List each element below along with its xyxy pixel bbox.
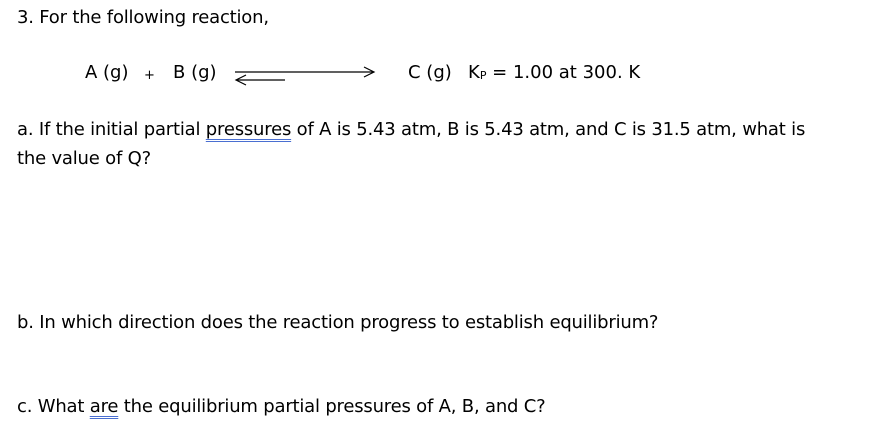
equilibrium-arrows-icon <box>233 64 379 88</box>
part-a-question-line-2: the value of Q? <box>17 148 151 169</box>
kp-subscript: P <box>479 69 487 82</box>
part-b-question: b. In which direction does the reaction progress to establish equilibrium? <box>17 312 659 333</box>
part-c-text-pre: c. What <box>17 396 90 417</box>
reactant-a: A (g) <box>85 62 129 83</box>
part-a-question-line-1 <box>17 119 805 141</box>
part-a-text-pre: a. If the initial partial <box>17 119 206 140</box>
part-a-text-post: of A is 5.43 atm, B is 5.43 atm, and C is 31.5 atm, what is <box>291 119 806 140</box>
kp-expression <box>468 62 640 87</box>
kp-symbol: K <box>468 62 480 83</box>
spellcheck-underlined-word: are <box>89 396 119 417</box>
reactant-b: B (g) <box>173 62 217 83</box>
spellcheck-underlined-word: pressures <box>205 119 292 140</box>
part-c-text-post: the equilibrium partial pressures of A, B, and C? <box>118 396 546 417</box>
product-c: C (g) <box>408 62 452 83</box>
question-3-heading: 3. For the following reaction, <box>17 7 269 28</box>
kp-value: = 1.00 at 300. K <box>486 62 641 83</box>
part-c-question <box>17 396 546 418</box>
plus-sign: + <box>144 68 155 83</box>
